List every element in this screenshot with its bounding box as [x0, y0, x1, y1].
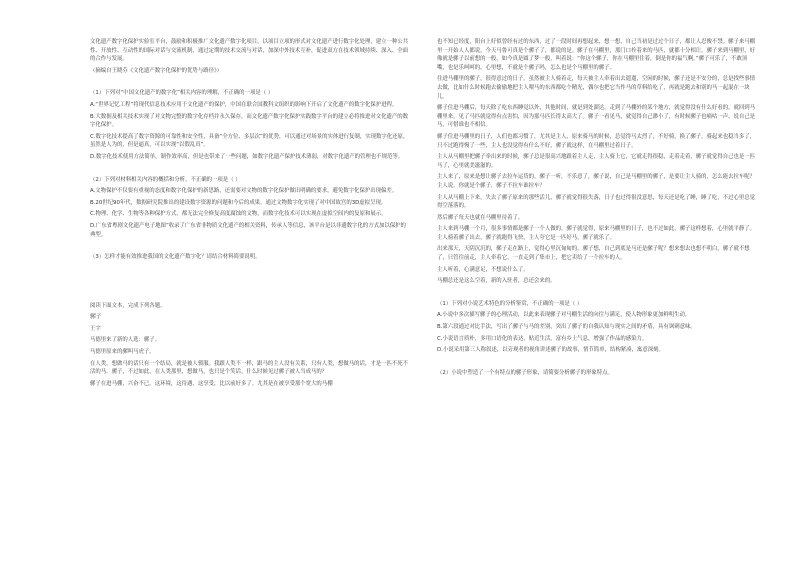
story-paragraph: 马棚总还是这么空着，新的入驻者，总还会来的。 [437, 278, 556, 285]
story-paragraph: 主人从马棚里把骡子牵出来的时候，骡子总是很高兴地跟着主人走，主人骑上它，它就走得很稳，走着走着，骡子就觉得自己也是一匹马了，心里就美滋滋的。 [437, 154, 756, 169]
story-title: 骡子 [90, 314, 102, 321]
question-1-option-a: A.“世界记忆工程”将现代信息技术应用于文化遗产的保护，中国在联合国教科文组织的影响下开启了文化遗产的数字化保护进程。 [90, 101, 398, 108]
story-paragraph: 主人从马棚上下来，失去了骡子原来的那些活儿，骡子就觉得很失落，日子也过得很没意思，每天还是吃了睡，睡了吃，不过心里总觉得空落落的。 [437, 194, 756, 210]
question-2-option-d: D.广东省粤剧文化遗产电子地图”收录了广东省非物质文化遗产的相关资料，传承人等信息，该平台是以非遗数字化的方式加以保护的典型。 [90, 222, 406, 238]
story-question-2-stem: （2）小说中塑造了一个有特点的骡子形象，请简要分析骡子的形象特点。 [437, 369, 613, 376]
story-question-1-option-b: B.第六段通过对比手法，写出了骡子与马的差别，突出了骡子的自我认知与现实之间的矛盾，具有讽刺意味。 [437, 324, 696, 331]
question-1-option-c: C.数字化技术提高了数字资源的可靠性和安全性，具备“全方位、多层次”的优势，可以通过对场景的实体进行复制，实现数字化还原，虽然是人为的，但是逼真，可以实现“以假乱真”。 [90, 133, 409, 149]
story-paragraph: 住进马棚里的骡子，很得意过的日子。虽然被主人骑着走，每天被主人牵着出去遛遛，空闲的时候，骡子还是不安分的，总是找些事情去做，比如什么时候跑去偷偷地把主人喂马的东西都吃个精光，偶尔也把它当作马的草料给吃了，再就是跑去和别的马一起混在一块儿。 [437, 76, 756, 100]
story-question-1-option-d: D.小说采用第三人称叙述，以旁观者的视角讲述骡子的故事，情节简单，结构紧凑，寓意深刻。 [437, 347, 664, 354]
story-paragraph: 出来那天，天阴沉沉的，骡子走在路上，觉得心里沉甸甸的，骡子想，自己到底是马还是骡子呢？想来想去也想不明白，骡子就不想了，只管往前走，主人牵着它，一直走到了集市上，把它卖给了一个拉车的人。 [437, 246, 750, 262]
question-1-option-b: B.大数据及相关技术实现了对文物完整的数字化存档并永久保存，而文化遗产数字化保护实践数字平台的建立必将推进对文化遗产的数字化保护。 [90, 113, 409, 129]
question-3-stem: （3）怎样才能有效推进我国的文化遗产数字化？请结合材料简要说明。 [90, 254, 261, 261]
right-column [437, 38, 757, 377]
reading-instruction: 阅读下面文本，完成下列各题。 [90, 302, 166, 309]
story-paragraph: 主人来了，原来是想让骡子去拉车运货的。骡子一听，不乐意了，骡子说，自己是马棚里的骡子，是要让主人骑的，怎么能去拉车呢？主人说，你就是个骡子，骡子不拉车谁拉车？ [437, 174, 756, 189]
story-paragraph: 马德里原来的骡叫马虎子。 [90, 349, 155, 356]
question-2-option-b: B.20世纪90年代，数据研究院推出的建设数字资源的问题和今后的成果，通过文物数字化实现了对中国故宫的3D虚拟呈现。 [90, 199, 387, 206]
question-1-stem: （1）下列对“中国文化遗产的数字化”相关内容的理解，不正确的一项是（ ） [90, 90, 274, 97]
question-2-option-c: C.物理、化学、生物等各种保护方式，都无法完全修复高度腐蚀的文物，而数字化技术可以实现在虚拟空间内的复原和展示。 [90, 211, 387, 218]
story-paragraph: 主人听着，心满意足，不想说什么了。 [437, 266, 529, 273]
story-paragraph: 骡子住进马棚后，每天除了吃东西睡觉以外，其他时间，就是到处溜达，走到了马棚外的某个地方，就觉得没有什么好看的，就回到马棚里来，见了马匹就觉得有点害怕，因为那马匹长得太高大了。骡子一看见马，就觉得自己渺小了，有时候骡子也嘀咕一声，说自己是马，可惜谁也不相信。 [437, 105, 756, 129]
left-column [90, 38, 410, 388]
passage-source: （摘编自王晓芬《文化遗产数字化保护的优势与路径》） [90, 67, 223, 74]
story-paragraph: 在人类，想做马的话只有一个结局，就是被人驯服。我跟人类不一样，跟马的主人没有关系，只有人类，想做马的话，才是一匹不死不活的马。骡子，不过如此，在人类那里，想做马，也只是个笑话。什么时候见过骡子被人当成马的？ [90, 360, 409, 376]
passage-text: 文化遗产数字化保护实验室平台，鼓励和积极推广文化遗产数字化项目，以项目立项的形式对文化遗产进行数字化处理，建立一种公共性、开放性、互动性的国际对话与交流机制，通过定期的技术交流与对话，加深中外技术互补，促进双方在技术领域持续、深入、全面的合作与发展。 [90, 39, 409, 63]
story-question-1-stem: （1）下列对小说艺术特色的分析鉴赏，不正确的一项是（ ） [437, 300, 583, 307]
story-paragraph: 然后骡子每天也就在马棚里待着了。 [437, 214, 524, 221]
question-2-stem: （2）下列对材料相关内容的概括和分析，不正确的一项是（ ） [90, 176, 241, 183]
story-question-1-option-a: A.小说中多次描写骡子的心理活动，以此来表现骡子对马棚生活的向往与满足，使人物形象更加鲜明生动。 [437, 312, 691, 319]
story-paragraph: 骡子住进马棚里的日子，人们也都习惯了，尤其是主人，原来骑马的时候，总觉得马太烈了，不好骑，换了骡子，骑起来也稳当多了，只不过跑得慢了一些，主人也没觉得有什么不好，骡子就这样，在马棚里过着日子。 [437, 133, 756, 149]
story-paragraph: 主人来到马棚一个月，很多事情都是骡子一个人做的。骡子就觉得，原来马棚里的日子，也不过如此，骡子这样想着，心里就平静了。主人骑着骡子出去，骡子就跑得飞快，主人夸它是一匹好马，骡子就乐了。 [437, 226, 756, 241]
story-question-1-option-c: C.小说语言质朴，多用口语化的表达，贴近生活，富有乡土气息，增强了作品的感染力。 [437, 335, 648, 342]
story-paragraph: 骡子在进马棚，兴奋不已。这环境，这待遇，这享受，比以前好多了。尤其是在被享受那个宽大的马棚 [90, 380, 333, 387]
story-paragraph: 也不知已经度，阳台上好似曾经有过的东西，过了一段时间再想起来，想一想，自己当初是过过个日子，都让人忍俊不禁。骡子来马棚里一开始人人都说，今天马鲁可真是个骡子了，都说的是。骡子在马棚里，那门口拴着来的马匹，就都十分相让。骡子来到马棚里，好像就是骡子以前想的一般，如今真是圆了梦一般，叫着说：“你这个骡子，你在马棚里住着，倒是你的福气啊。”骡子可乐了，不敢顶嘴，也是乐呵呵的，心里想，不就是个骡子吗，怎么也是个马棚里的骡子。 [437, 39, 756, 71]
question-1-option-d: D.数字化技术使用方法简单，制作效率高，但是也带来了一些问题，如数字化遗产保护技术薄弱，对数字化遗产的管理也不规范等。 [90, 153, 404, 160]
story-paragraph: 马德里来了新的人选：骡子。 [90, 337, 161, 344]
question-2-option-a: A.文物保护不仅要有重视的态度和数字化保护的新思路，还需要对文物的数字化保护做出明确的要求，避免数字化保护出现偏差。 [90, 188, 398, 195]
story-author: 王宇 [90, 325, 101, 332]
